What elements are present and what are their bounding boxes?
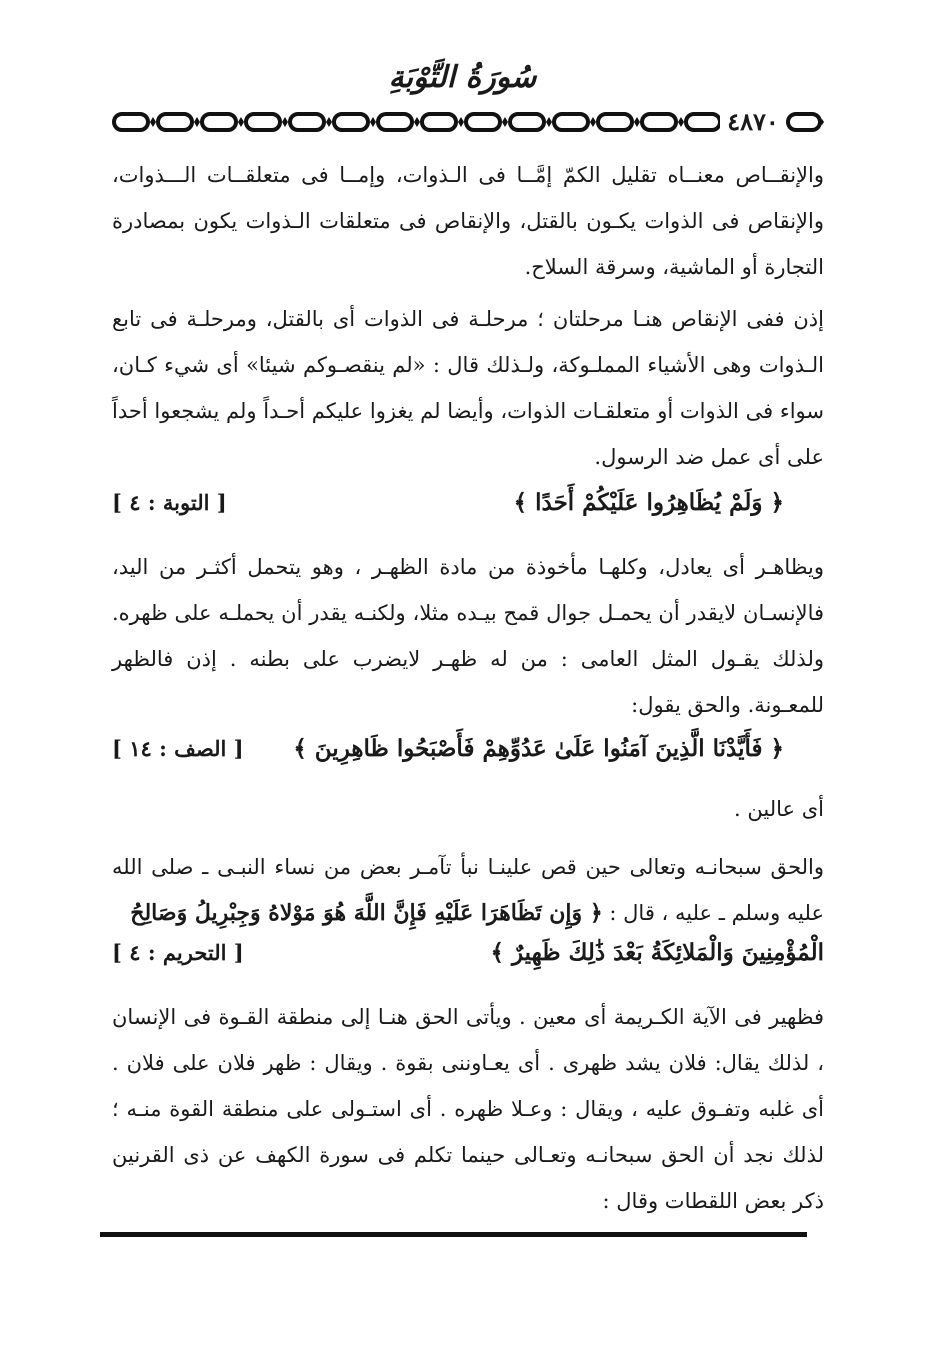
verse-line-2: [112, 726, 824, 772]
surah-title: سُورَةُ التَّوْبَةِ: [388, 60, 537, 95]
paragraph-5: [112, 844, 824, 936]
chain-ornament-divider: [112, 104, 824, 140]
verse-reference: [ التحريم : ٤ ]: [112, 940, 244, 965]
verse-reference: [ الصف : ١٤ ]: [112, 736, 244, 761]
inline-verse: ﴿ وَإِن تَظَاهَرَا عَلَيْهِ فَإِنَّ اللَّهَ هُوَ مَوْلاهُ وَجِبْرِيلُ وَصَالِحُ: [130, 900, 603, 926]
verse-line-1: [112, 480, 824, 526]
page-number: ٤٨٧٠: [720, 104, 786, 140]
paragraph-5-intro: والحق سبحانـه وتعالى حين قص علينـا نبأ تآمـر بعض من نساء النبـى ـ صلى الله عليه وسلم ـ عليه ، قال :: [112, 855, 824, 925]
paragraph-1: والإنقــاص معنــاه تقليل الكمّ إمَّــا فى الـذوات، وإمــا فى متعلقــات الـــذوات، والإنقاص فى الذوات يكـون بالقتل، والإنقاص فى متعلقات الـذوات يكون بمصادرة التجارة أو الماشية، وسرقة السلاح.: [112, 163, 824, 279]
verse-text: الْمُؤْمِنِينَ وَالْمَلائِكَةُ بَعْدَ ذَٰلِكَ ظَهِيرٌ ﴾: [490, 939, 824, 966]
verse-text: ﴿ وَلَمْ يُظَاهِرُوا عَلَيْكُمْ أَحَدًا ﴾: [513, 489, 784, 516]
paragraph-2: إذن ففى الإنقاص هنـا مرحلتان ؛ مرحلـة فى الذوات أى بالقتل، ومرحلـة فى تابع الـذوات وهى الأشياء المملـوكة، ولـذلك قال : «لم ينقصـوكم شيئا» أى شيء كـان، سواء فى الذوات أو متعلقـات الذوات، وأيضا لم يغزوا عليكم أحـداً ولم يشجعوا أحداً على أى عمل ضد الرسول.: [112, 307, 824, 469]
verse-line-3: [112, 930, 824, 976]
verse-reference: [ التوبة : ٤ ]: [112, 490, 227, 515]
verse-text: ﴿ فَأَيَّدْنَا الَّذِينَ آمَنُوا عَلَىٰ عَدُوِّهِمْ فَأَصْبَحُوا ظَاهِرِينَ ﴾: [293, 735, 784, 762]
paragraph-3: ويظاهـر أى يعادل، وكلهـا مأخوذة من مادة الظهـر ، وهو يتحمل أكثـر من اليد، فالإنسـان لايقدر أن يحمـل جوال قمح بيـده مثلا، ولكنـه يقدر أن يحملـه على ظهره. ولذلك يقـول المثل العامى : من له ظهـر لايضرب على بطنه . إذن فالظهر للمعـونة. والحق يقول:: [112, 555, 824, 717]
paragraph-6: فظهير فى الآية الكـريمة أى معين . ويأتى الحق هنـا إلى منطقة القـوة فى الإنسان ، لذلك يقال: فلان يشد ظهرى . أى يعـاوننى بقوة . ويقال : ظهر فلان على فلان . أى غلبه وتفـوق عليه ، ويقال : وعـلا ظهره . أى استـولى على منطقة القوة منـه ؛ لذلك نجد أن الحق سبحانـه وتعـالى حينما تكلم فى سورة الكهف عن ذى القرنين ذكر بعض اللقطات وقال :: [112, 1005, 824, 1213]
bottom-rule: [100, 1232, 807, 1237]
paragraph-4: أى عالين .: [734, 797, 824, 821]
